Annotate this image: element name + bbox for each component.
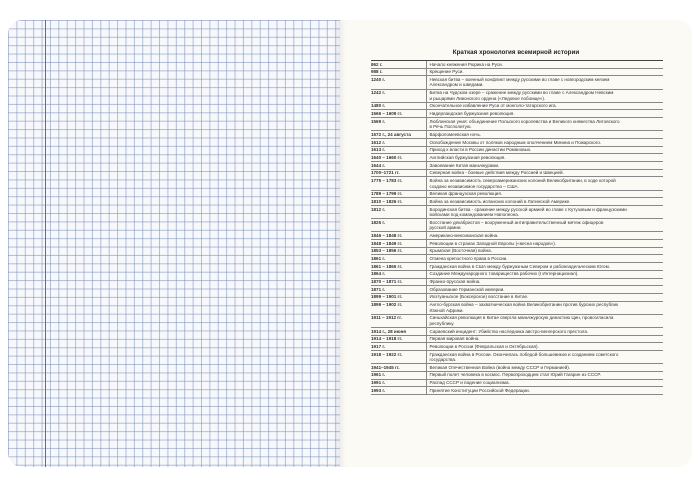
row-year: 1775 – 1783 гг. xyxy=(371,177,427,189)
row-year: 1572 г., 24 августа xyxy=(371,131,427,138)
row-event xyxy=(427,387,663,394)
table-row xyxy=(371,351,663,364)
table-row xyxy=(371,315,663,328)
table-row xyxy=(371,336,663,344)
event-line: Окончательное избавление Руси от монголо-татарского ига. xyxy=(429,103,557,109)
event-line: Сараевский инцидент: Убийство наследника австро-венгерского престола. xyxy=(429,328,589,334)
row-year: 1480 г. xyxy=(371,103,427,110)
row-event xyxy=(427,139,663,146)
table-row xyxy=(371,110,663,118)
row-event xyxy=(427,103,663,110)
event-line: войсками под командованием Наполеона. xyxy=(429,212,520,218)
row-year: 1566 – 1609 гг. xyxy=(371,110,427,117)
table-row xyxy=(371,294,663,302)
event-line: Освобождение Москвы от поляков народным ополчением Минина и Пожарского. xyxy=(429,139,602,145)
table-row xyxy=(371,380,663,388)
event-line: Северная война - боевые действия между Россией и Швецией. xyxy=(429,170,564,176)
table-row xyxy=(371,154,663,162)
event-line: Великая французская революция. xyxy=(429,191,503,197)
row-event xyxy=(427,206,663,218)
row-event xyxy=(427,219,663,231)
table-row xyxy=(371,286,663,294)
row-year: 1991 г. xyxy=(371,380,427,387)
event-line: Гражданская война в России. Окончилась победой большевиков и созданием советского xyxy=(429,351,619,357)
row-year: 1612 г. xyxy=(371,139,427,146)
row-event xyxy=(427,380,663,387)
event-line: и рыцарями Ливонского ордена («Ледовое побоище»). xyxy=(429,95,546,101)
row-year: 1810 – 1826 гг. xyxy=(371,198,427,205)
row-event xyxy=(427,170,663,177)
table-row xyxy=(371,279,663,287)
row-year: 1917 г. xyxy=(371,343,427,350)
table-row xyxy=(371,198,663,206)
row-year: 1240 г. xyxy=(371,76,427,88)
event-line: Англо-бурская война – захватническая война Великобритании против бурских республик xyxy=(429,302,619,308)
row-year: 1613 г. xyxy=(371,147,427,154)
table-row xyxy=(371,364,663,372)
event-line: Крещение Руси. xyxy=(429,69,464,75)
row-year: 1864 г. xyxy=(371,271,427,278)
event-line: Английская буржуазная революция. xyxy=(429,154,506,160)
event-line: Синьхайская революция в Китае свергла маньчжурскую династию Цин, провозгласила xyxy=(429,315,614,321)
event-line: Война за независимость североамериканских колоний Великобритании, в ходе которой xyxy=(429,178,616,184)
table-row xyxy=(371,162,663,170)
table-row xyxy=(371,103,663,111)
table-row xyxy=(371,118,663,131)
table-row xyxy=(371,61,663,69)
event-line: Революции в России (Февральская и Октябрьская). xyxy=(429,343,539,349)
row-event xyxy=(427,240,663,247)
row-event xyxy=(427,302,663,314)
event-line: республику. xyxy=(429,320,455,326)
row-year: 1812 г. xyxy=(371,206,427,218)
row-year: 1640 – 1660 гг. xyxy=(371,154,427,161)
row-event xyxy=(427,336,663,343)
row-event xyxy=(427,255,663,262)
table-row xyxy=(371,139,663,147)
table-row xyxy=(371,255,663,263)
row-event xyxy=(427,110,663,117)
event-line: Американо-мексиканская война. xyxy=(429,232,499,238)
row-event xyxy=(427,351,663,363)
row-event xyxy=(427,61,663,68)
table-row xyxy=(371,271,663,279)
table-row xyxy=(371,76,663,89)
row-year: 1899 – 1901 гг. xyxy=(371,294,427,301)
table-row xyxy=(371,147,663,155)
row-event xyxy=(427,90,663,102)
table-row xyxy=(371,170,663,178)
row-event xyxy=(427,364,663,371)
row-event xyxy=(427,248,663,255)
event-line: Война за независимость испанских колоний в Латинской Америке. xyxy=(429,198,571,204)
row-event xyxy=(427,131,663,138)
event-line: Александром и шведами. xyxy=(429,82,484,88)
event-line: Революции в странах Западной Европы («весна народов»). xyxy=(429,240,557,246)
event-line: в Речь Посполитую. xyxy=(429,124,472,130)
row-year: 1914 – 1918 гг. xyxy=(371,336,427,343)
row-event xyxy=(427,191,663,198)
row-year: 1700–1721 гг. xyxy=(371,170,427,177)
table-row xyxy=(371,240,663,248)
event-line: Образование Германской империи. xyxy=(429,286,505,292)
row-year: 1961 г. xyxy=(371,372,427,379)
event-line: Восстание декабристов – вооруженный антиправительственный мятеж офицеров xyxy=(429,219,604,225)
grid-page xyxy=(8,20,340,467)
event-line: государства. xyxy=(429,357,457,363)
table-row xyxy=(371,131,663,139)
event-line: создано независимое государство – США. xyxy=(429,183,519,189)
row-event xyxy=(427,162,663,169)
row-year: 1846 – 1848 гг. xyxy=(371,232,427,239)
table-row xyxy=(371,302,663,315)
row-event xyxy=(427,279,663,286)
row-event xyxy=(427,271,663,278)
row-event xyxy=(427,286,663,293)
event-line: русской армии. xyxy=(429,225,462,231)
table-row xyxy=(371,90,663,103)
event-line: Бородинская битва - сражение между русской армией во главе с Кутузовым и французскими xyxy=(429,206,627,212)
table-row xyxy=(371,69,663,77)
row-event xyxy=(427,372,663,379)
event-line: Распад СССР и падение социализма. xyxy=(429,380,510,386)
row-year: 1870 – 1871 гг. xyxy=(371,279,427,286)
table-row xyxy=(371,328,663,336)
event-line: Люблинская уния: объединение Польского королевства и Великого княжества Литовского xyxy=(429,118,620,124)
row-year: 1918 – 1922 гг. xyxy=(371,351,427,363)
event-line: Первая мировая война. xyxy=(429,336,480,342)
table-row xyxy=(371,191,663,199)
row-event xyxy=(427,198,663,205)
row-year: 1911 – 1912 гг. xyxy=(371,315,427,327)
row-year: 1871 г. xyxy=(371,286,427,293)
row-year: 1789 – 1799 гг. xyxy=(371,191,427,198)
table-row xyxy=(371,372,663,380)
row-event xyxy=(427,76,663,88)
row-event xyxy=(427,177,663,189)
event-line: Крымская (Восточная) война. xyxy=(429,248,492,254)
event-line: Завоевание Китая маньчжурами. xyxy=(429,162,500,168)
table-row xyxy=(371,177,663,190)
row-event xyxy=(427,343,663,350)
row-year: 862 г. xyxy=(371,61,427,68)
event-line: Принятие Конституции Российской Федерации. xyxy=(429,387,530,393)
table-row xyxy=(371,219,663,232)
chronology-table xyxy=(371,60,663,395)
event-line: Южной Африки. xyxy=(429,307,464,313)
row-year: 1242 г. xyxy=(371,90,427,102)
row-year: 1941–1945 гг. xyxy=(371,364,427,371)
row-year: 988 г. xyxy=(371,69,427,76)
event-line: Франко-прусская война. xyxy=(429,279,481,285)
margin-line xyxy=(45,20,46,467)
event-line: Начало княжения Рюрика на Руси. xyxy=(429,61,503,67)
event-line: Гражданская война в США между буржуазным Севером и рабовладельческим Югом. xyxy=(429,263,610,269)
row-year: 1825 г. xyxy=(371,219,427,231)
row-year: 1644 г. xyxy=(371,162,427,169)
table-row xyxy=(371,248,663,256)
table-row xyxy=(371,387,663,395)
event-line: Битва на Чудском озере – сражение между русскими во главе с Александром Невским xyxy=(429,90,614,96)
row-year: 1993 г. xyxy=(371,387,427,394)
row-year: 1899 – 1902 гг. xyxy=(371,302,427,314)
row-event xyxy=(427,147,663,154)
event-line: Создание Международного товарищества рабочих (I Интернационал). xyxy=(429,271,579,277)
row-year: 1569 г. xyxy=(371,118,427,130)
event-line: Отмена крепостного права в России. xyxy=(429,256,508,262)
table-row xyxy=(371,206,663,219)
event-line: Ихэтуаньское (Боксерское) восстание в Китае. xyxy=(429,294,529,300)
row-year: 1861 – 1865 гг. xyxy=(371,263,427,270)
table-row xyxy=(371,343,663,351)
row-event xyxy=(427,154,663,161)
table-row xyxy=(371,232,663,240)
event-line: Нидерландская буржуазная революция. xyxy=(429,111,515,117)
row-event xyxy=(427,232,663,239)
row-event xyxy=(427,118,663,130)
event-line: Невская битва – военный конфликт между русскими во главе с новгородским князем xyxy=(429,76,610,82)
event-line: Великая Отечественная Война (война между СССР и Германией). xyxy=(429,364,571,370)
table-row xyxy=(371,263,663,271)
page-title: Краткая хронология всемирной истории xyxy=(452,49,580,56)
row-event xyxy=(427,69,663,76)
row-event xyxy=(427,263,663,270)
row-year: 1861 г. xyxy=(371,255,427,262)
row-year: 1853 – 1856 гг. xyxy=(371,248,427,255)
chronology-page xyxy=(340,20,692,467)
row-year: 1914 г., 28 июня xyxy=(371,328,427,335)
row-event xyxy=(427,294,663,301)
row-year: 1848 – 1849 гг. xyxy=(371,240,427,247)
event-line: Приход к власти в России династии Романовых. xyxy=(429,147,532,153)
row-event xyxy=(427,315,663,327)
row-event xyxy=(427,328,663,335)
event-line: Первый полет человека в космос. Первопроходцем стал Юрий Гагарин из СССР. xyxy=(429,372,601,378)
event-line: Варфоломеевская ночь. xyxy=(429,131,482,137)
